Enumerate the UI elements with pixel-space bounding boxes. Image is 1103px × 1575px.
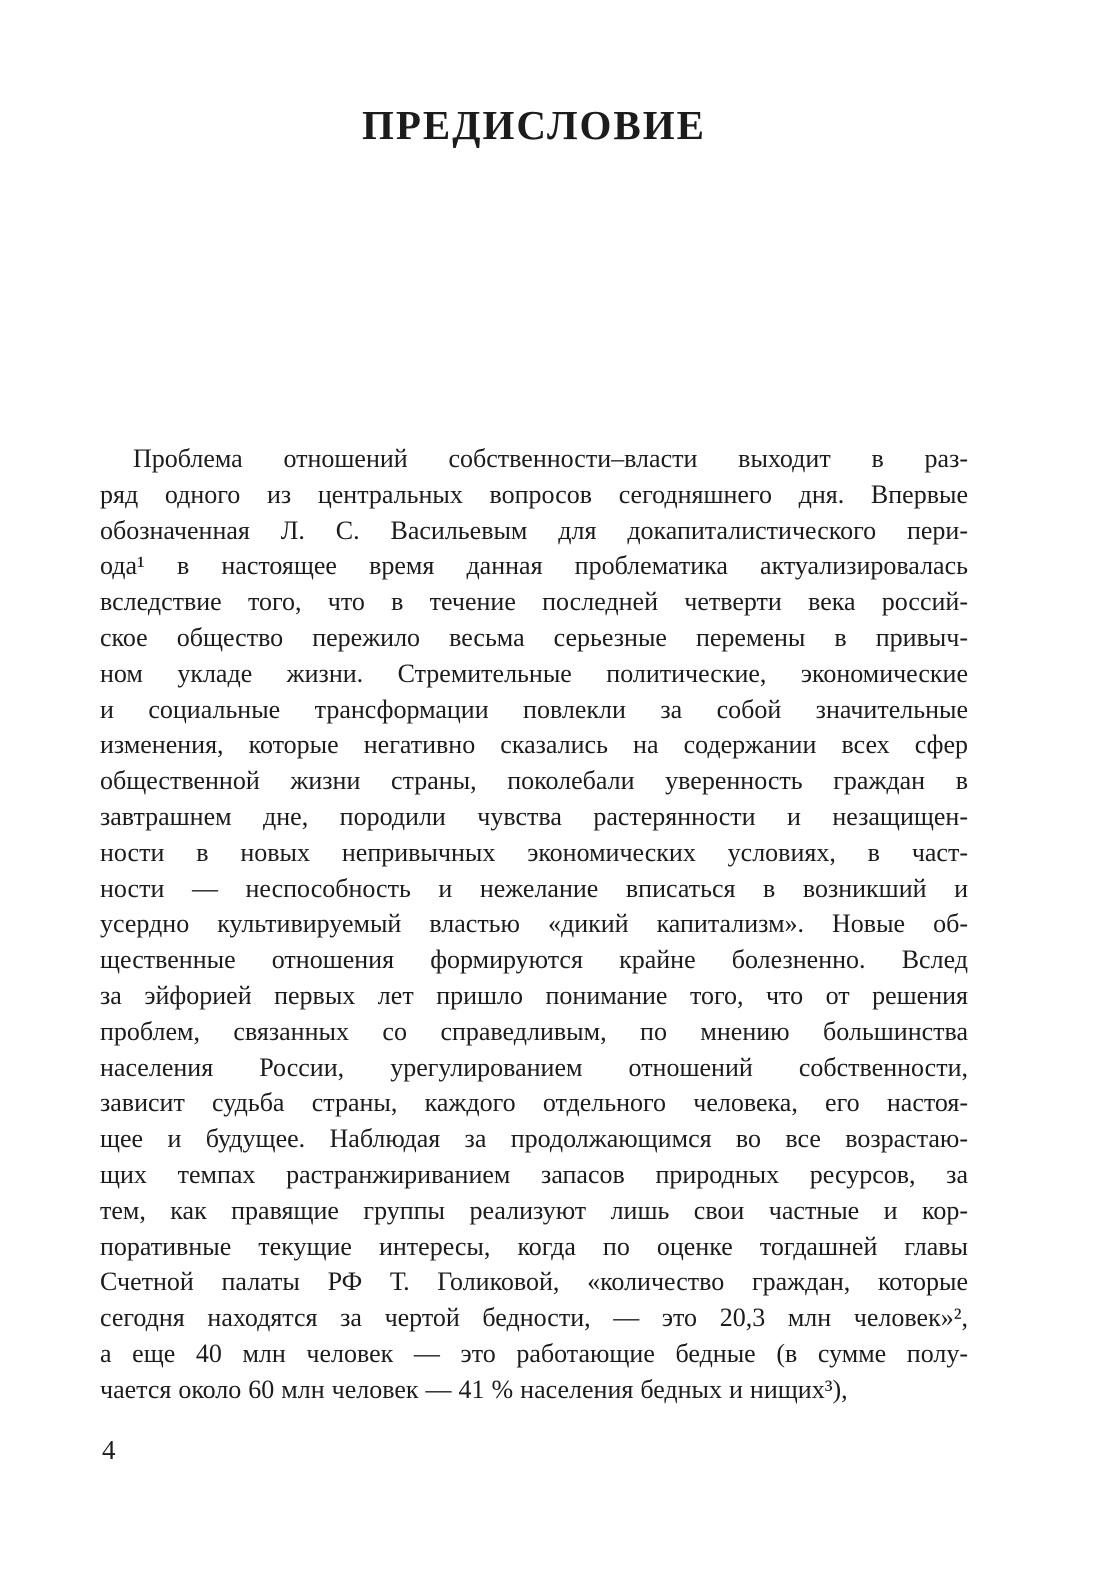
text-line: Проблема отношений собственности–власти выходит в раз-	[133, 444, 968, 473]
text-line: ряд одного из центральных вопросов сегодняшнего дня. Впервые	[100, 479, 968, 509]
text-line: и социальные трансформации повлекли за собой значительные	[100, 694, 968, 724]
preface-paragraph	[100, 441, 968, 1408]
text-line: сегодня находятся за чертой бедности, — это 20,3 млн человек»²,	[100, 1303, 968, 1333]
text-line: ское общество пережило весьма серьезные перемены в привыч-	[100, 622, 968, 652]
text-line: за эйфорией первых лет пришло понимание того, что от решения	[100, 980, 968, 1010]
text-line: щее и будущее. Наблюдая за продолжающимся во все возрастаю-	[100, 1124, 968, 1154]
text-line: Счетной палаты РФ Т. Голиковой, «количество граждан, которые	[100, 1267, 968, 1297]
text-line: усердно культивируемый властью «дикий капитализм». Новые об-	[100, 909, 968, 939]
text-line: зависит судьба страны, каждого отдельного человека, его настоя-	[100, 1088, 968, 1118]
text-line: изменения, которые негативно сказались на содержании всех сфер	[100, 730, 968, 760]
text-line: завтрашнем дне, породили чувства растерянности и незащищен-	[100, 801, 968, 831]
text-line: чается около 60 млн человек — 41 % населения бедных и нищих³),	[100, 1374, 848, 1404]
text-line: тем, как правящие группы реализуют лишь свои частные и кор-	[100, 1195, 968, 1225]
text-line: населения России, урегулированием отношений собственности,	[100, 1052, 968, 1082]
text-line: вследствие того, что в течение последней четверти века россий-	[100, 587, 968, 617]
text-line: обозначенная Л. С. Васильевым для докапиталистического пери-	[100, 515, 968, 545]
text-line: ода¹ в настоящее время данная проблематика актуализировалась	[100, 551, 968, 581]
text-line: ности в новых непривычных экономических условиях, в част-	[100, 837, 968, 867]
text-line: поративные текущие интересы, когда по оценке тогдашней главы	[100, 1231, 968, 1261]
text-line: общественной жизни страны, поколебали уверенность граждан в	[100, 766, 968, 796]
page-number: 4	[102, 1435, 116, 1465]
text-line: проблем, связанных со справедливым, по мнению большинства	[100, 1016, 968, 1046]
text-line: щих темпах растранжириванием запасов природных ресурсов, за	[100, 1159, 968, 1189]
text-line: а еще 40 млн человек — это работающие бедные (в сумме полу-	[100, 1338, 968, 1368]
text-line: щественные отношения формируются крайне болезненно. Вслед	[100, 945, 968, 975]
text-line: ности — неспособность и нежелание вписаться в возникший и	[100, 873, 968, 903]
text-line: ном укладе жизни. Стремительные политические, экономические	[100, 658, 968, 688]
page-title: ПРЕДИСЛОВИЕ	[362, 102, 706, 148]
